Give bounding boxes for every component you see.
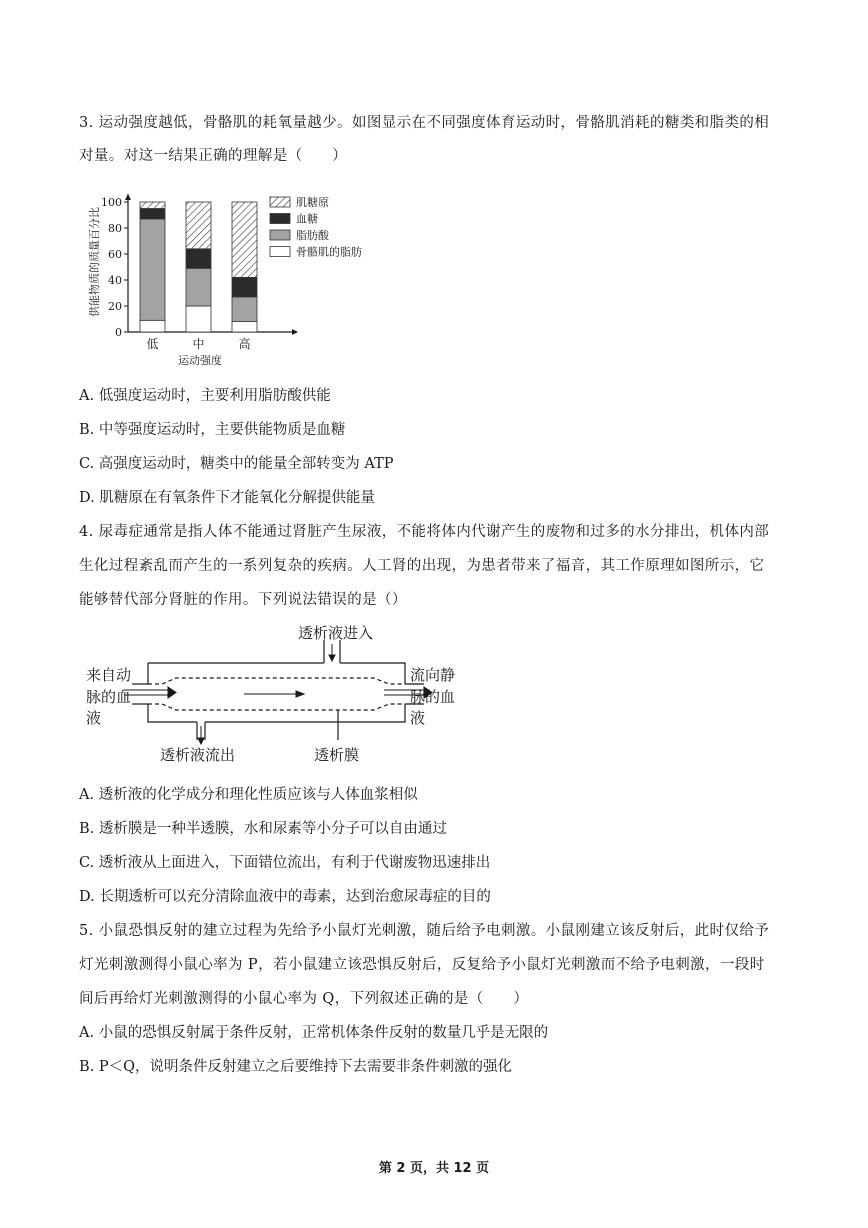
x-category-label: 中 — [192, 337, 205, 351]
q3-stem-line-2: 对量。对这一结果正确的理解是（ ） — [79, 148, 348, 164]
q4-dialysis-diagram — [84, 622, 484, 772]
bar-segment — [232, 297, 257, 322]
legend-swatch — [270, 214, 290, 224]
diagram-left-label-2: 脉的血 — [86, 688, 132, 706]
bar-segment — [186, 249, 211, 268]
bar-segment — [232, 322, 257, 332]
bar-segment — [140, 202, 165, 209]
chart-y-axis-label: 供能物质的质量百分比 — [88, 207, 101, 317]
q4-option-c: C. 透析液从上面进入，下面错位流出，有利于代谢废物迅速排出 — [79, 855, 491, 871]
q5-stem-line-3: 间后再给灯光刺激测得的小鼠心率为 Q，下列叙述正确的是（ ） — [79, 991, 529, 1007]
diagram-left-label-1: 来自动 — [86, 666, 132, 684]
bar-segment — [140, 209, 165, 219]
legend-label: 肌糖原 — [296, 196, 329, 209]
diagram-outlet-label: 透析液流出 — [160, 746, 236, 764]
bar-segment — [186, 202, 211, 249]
q3-stem-line-1: 3. 运动强度越低，骨骼肌的耗氧量越少。如图显示在不同强度体育运动时，骨骼肌消耗的糖类和脂类的相 — [79, 115, 770, 131]
y-tick-label: 40 — [108, 274, 122, 287]
q4-stem-line-1: 4. 尿毒症通常是指人体不能通过肾脏产生尿液，不能将体内代谢产生的废物和过多的水分排出，机体内部 — [79, 524, 770, 540]
bar-segment — [140, 219, 165, 320]
q5-option-a: A. 小鼠的恐惧反射属于条件反射，正常机体条件反射的数量几乎是无限的 — [79, 1025, 549, 1041]
x-category-label: 低 — [146, 337, 159, 351]
q4-stem-line-3: 能够替代部分肾脏的作用。下列说法错误的是（） — [79, 592, 407, 608]
chart-bars — [140, 202, 257, 332]
diagram-left-label-3: 液 — [86, 709, 102, 727]
q3-bar-chart — [84, 186, 404, 376]
q5-stem-line-1: 5. 小鼠恐惧反射的建立过程为先给予小鼠灯光刺激，随后给予电刺激。小鼠刚建立该反射后，此时仅给予 — [79, 923, 770, 939]
y-tick-label: 0 — [115, 326, 122, 339]
legend-label: 脂肪酸 — [296, 229, 329, 242]
diagram-membrane-label: 透析膜 — [314, 746, 360, 764]
chart-x-categories — [146, 336, 250, 351]
chart-legend — [270, 195, 362, 259]
q3-option-d: D. 肌糖原在有氧条件下才能氧化分解提供能量 — [79, 490, 375, 506]
x-category-label: 高 — [238, 337, 251, 351]
legend-swatch — [270, 230, 290, 240]
q5-stem-line-2: 灯光刺激测得小鼠心率为 P，若小鼠建立该恐惧反射后，反复给予小鼠灯光刺激而不给予电刺激，一段时 — [79, 957, 765, 973]
chart-x-axis-label: 运动强度 — [178, 354, 222, 367]
diagram-right-label-2: 脉的血 — [410, 688, 456, 706]
legend-swatch — [270, 197, 290, 207]
q4-option-b: B. 透析膜是一种半透膜，水和尿素等小分子可以自由通过 — [79, 821, 447, 837]
legend-label: 骨骼肌的脂肪 — [296, 245, 362, 259]
y-tick-label: 20 — [108, 300, 122, 313]
y-axis-arrow — [125, 194, 131, 200]
bar-segment — [232, 277, 257, 297]
q3-option-b: B. 中等强度运动时，主要供能物质是血糖 — [79, 422, 346, 438]
diagram-right-label-1: 流向静 — [410, 666, 456, 684]
q3-option-a: A. 低强度运动时，主要利用脂肪酸供能 — [79, 388, 331, 404]
y-tick-label: 80 — [108, 222, 122, 235]
legend-label: 血糖 — [296, 212, 318, 226]
bar-segment — [186, 268, 211, 306]
q3-option-c: C. 高强度运动时，糖类中的能量全部转变为 ATP — [79, 456, 394, 472]
bar-segment — [232, 202, 257, 277]
q4-option-d: D. 长期透析可以充分清除血液中的毒素，达到治愈尿毒症的目的 — [79, 889, 491, 905]
q5-option-b: B. P＜Q，说明条件反射建立之后要维持下去需要非条件刺激的强化 — [79, 1059, 513, 1075]
diagram-right-label-3: 液 — [410, 709, 426, 727]
y-tick-label: 100 — [101, 196, 122, 209]
q4-stem-line-2: 生化过程紊乱而产生的一系列复杂的疾病。人工肾的出现，为患者带来了福音，其工作原理如图所示，它 — [79, 558, 765, 574]
q4-option-a: A. 透析液的化学成分和理化性质应该与人体血浆相似 — [79, 787, 418, 803]
page-footer: 第 2 页，共 12 页 — [378, 1161, 490, 1176]
diagram-inlet-label: 透析液进入 — [298, 624, 374, 642]
legend-swatch — [270, 247, 290, 257]
y-tick-label: 60 — [108, 248, 122, 261]
bar-segment — [140, 320, 165, 332]
x-axis-arrow — [292, 329, 298, 335]
bar-segment — [186, 306, 211, 332]
